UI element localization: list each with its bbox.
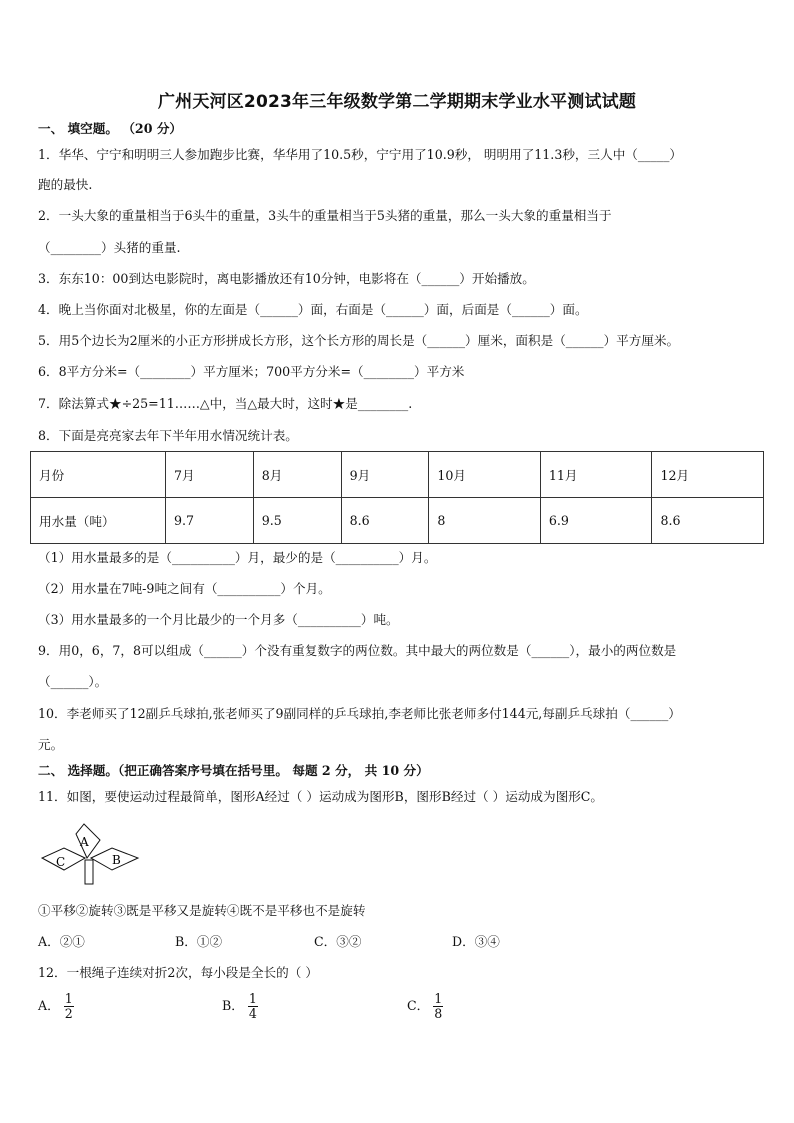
question-2-cont: （________）头猪的重量. bbox=[38, 240, 181, 255]
table-cell: 10月 bbox=[429, 452, 541, 498]
page-title: 广州天河区2023年三年级数学第二学期期末学业水平测试试题 bbox=[157, 92, 637, 112]
fraction bbox=[64, 992, 74, 1021]
table-cell: 8.6 bbox=[652, 498, 764, 544]
question-11: 11．如图，要使运动过程最简单，图形A经过（ ）运动成为图形B，图形B经过（ ）运动成为图形C。 bbox=[38, 789, 604, 804]
q11-option-a: A．②① bbox=[38, 934, 85, 949]
table-cell: 9.7 bbox=[166, 498, 254, 544]
q11-option-b: B．①② bbox=[175, 934, 223, 949]
table-cell: 9.5 bbox=[253, 498, 341, 544]
q11-option-c: C．③② bbox=[314, 934, 362, 949]
table-cell: 11月 bbox=[540, 452, 652, 498]
question-11-choices: ①平移②旋转③既是平移又是旋转④既不是平移也不是旋转 bbox=[38, 903, 366, 918]
question-8-part-2: （2）用水量在7吨-9吨之间有（__________）个月。 bbox=[38, 581, 331, 596]
question-10-cont: 元。 bbox=[38, 737, 64, 752]
table-cell: 8.6 bbox=[341, 498, 429, 544]
table-cell: 6.9 bbox=[540, 498, 652, 544]
denominator: 8 bbox=[434, 1006, 443, 1021]
numerator: 1 bbox=[64, 991, 73, 1006]
question-1: 1．华华、宁宁和明明三人参加跑步比赛，华华用了10.5秒，宁宁用了10.9秒， 明明用了11.3秒，三人中（_____） bbox=[38, 147, 682, 162]
label-b: B bbox=[112, 853, 121, 867]
denominator: 4 bbox=[248, 1006, 257, 1021]
label-c: C bbox=[56, 855, 66, 869]
question-3: 3．东东10：00到达电影院时，离电影播放还有10分钟，电影将在（______）开始播放。 bbox=[38, 271, 535, 286]
question-8: 8．下面是亮亮家去年下半年用水情况统计表。 bbox=[38, 428, 298, 443]
section-heading-fill-blank: 一、 填空题。 （20 分） bbox=[38, 121, 183, 136]
question-4: 4．晚上当你面对北极星，你的左面是（______）面，右面是（______）面，后面是（______）面。 bbox=[38, 302, 588, 317]
table-row bbox=[31, 498, 764, 544]
option-label: B． bbox=[222, 998, 244, 1013]
stem-rect bbox=[85, 860, 93, 884]
question-1-cont: 跑的最快. bbox=[38, 177, 93, 192]
q12-option-a bbox=[38, 992, 74, 1021]
option-label: C． bbox=[407, 998, 430, 1013]
numerator: 1 bbox=[434, 991, 443, 1006]
q12-option-c bbox=[407, 992, 443, 1021]
question-5: 5．用5个边长为2厘米的小正方形拼成长方形，这个长方形的周长是（______）厘米，面积是（______）平方厘米。 bbox=[38, 333, 680, 348]
question-8-part-1: （1）用水量最多的是（__________）月，最少的是（__________）月。 bbox=[38, 550, 437, 565]
fraction bbox=[433, 992, 443, 1021]
table-cell: 用水量（吨） bbox=[31, 498, 166, 544]
question-10: 10．李老师买了12副乒乓球拍,张老师买了9副同样的乒乓球拍,李老师比张老师多付144元,每副乒乓球拍（______） bbox=[38, 706, 681, 721]
question-2: 2．一头大象的重量相当于6头牛的重量，3头牛的重量相当于5头猪的重量，那么一头大象的重量相当于 bbox=[38, 208, 612, 223]
question-9-cont: （______）。 bbox=[38, 674, 108, 689]
table-cell: 月份 bbox=[31, 452, 166, 498]
question-8-part-3: （3）用水量最多的一个月比最少的一个月多（__________）吨。 bbox=[38, 612, 399, 627]
denominator: 2 bbox=[64, 1006, 73, 1021]
transformation-figure bbox=[38, 818, 148, 888]
question-7: 7．除法算式★÷25=11……△中，当△最大时，这时★是________. bbox=[38, 396, 413, 411]
table-cell: 7月 bbox=[166, 452, 254, 498]
question-12: 12．一根绳子连续对折2次，每小段是全长的（ ） bbox=[38, 965, 318, 980]
option-label: A． bbox=[38, 998, 60, 1013]
q11-option-d: D．③④ bbox=[452, 934, 500, 949]
fraction bbox=[248, 992, 258, 1021]
numerator: 1 bbox=[248, 991, 257, 1006]
q12-option-b bbox=[222, 992, 258, 1021]
question-6: 6．8平方分米=（________）平方厘米；700平方分米=（________）平方米 bbox=[38, 364, 465, 379]
table-cell: 12月 bbox=[652, 452, 764, 498]
table-row bbox=[31, 452, 764, 498]
table-cell: 8 bbox=[429, 498, 541, 544]
table-cell: 9月 bbox=[341, 452, 429, 498]
section-heading-choice: 二、 选择题。（把正确答案序号填在括号里。 每题 2 分， 共 10 分） bbox=[38, 763, 429, 778]
label-a: A bbox=[80, 835, 89, 849]
table-cell: 8月 bbox=[253, 452, 341, 498]
water-usage-table bbox=[30, 451, 764, 544]
question-9: 9．用0，6，7，8可以组成（______）个没有重复数字的两位数。其中最大的两位数是（______），最小的两位数是 bbox=[38, 643, 677, 658]
